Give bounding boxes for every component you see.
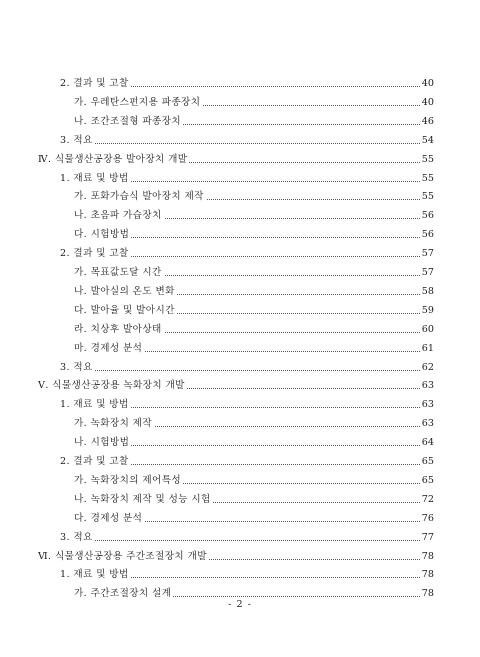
toc-entry-title: Ⅳ. 식물생산공장용 발아장치 개발 bbox=[38, 151, 189, 169]
toc-entry-page-number: 78 bbox=[420, 566, 434, 584]
toc-entry-title: 마. 경제성 분석 bbox=[74, 340, 144, 358]
toc-entry bbox=[0, 151, 480, 169]
toc-entry-title: 2. 결과 및 고찰 bbox=[60, 453, 131, 471]
toc-entry bbox=[0, 226, 480, 244]
toc-entry-title: 나. 녹화장치 제작 및 성능 시험 bbox=[74, 491, 213, 509]
toc-entry bbox=[0, 377, 480, 395]
toc-entry-page-number: 55 bbox=[420, 188, 434, 206]
toc-entry bbox=[0, 396, 480, 414]
toc-entry-page-number: 77 bbox=[420, 529, 434, 547]
toc-entry-title: 가. 주간조절장치 설계 bbox=[74, 585, 173, 603]
toc-entry-page-number: 63 bbox=[420, 396, 434, 414]
toc-entry bbox=[0, 340, 480, 358]
toc-entry bbox=[0, 529, 480, 547]
toc-entry-title: Ⅴ. 식물생산공장용 녹화장치 개발 bbox=[38, 377, 187, 395]
toc-entry-title: 1. 재료 및 방법 bbox=[60, 170, 131, 188]
toc-entry-page-number: 56 bbox=[420, 226, 434, 244]
toc-entry bbox=[0, 245, 480, 263]
toc-entry bbox=[0, 453, 480, 471]
toc-entry-title: 가. 목표값도달 시간 bbox=[74, 264, 164, 282]
toc-entry-page-number: 61 bbox=[420, 340, 434, 358]
toc-entry-page-number: 40 bbox=[420, 75, 434, 93]
toc-entry-title: 나. 초음파 가습장치 bbox=[74, 207, 164, 225]
toc-entry bbox=[0, 491, 480, 509]
toc-entry bbox=[0, 548, 480, 566]
toc-entry-title: 3. 적요 bbox=[60, 132, 95, 150]
toc-entry-title: 나. 시험방법 bbox=[74, 434, 131, 452]
toc-entry bbox=[0, 434, 480, 452]
toc-entry-title: 라. 치상후 발아상태 bbox=[74, 321, 164, 339]
toc-entry-page-number: 58 bbox=[420, 283, 434, 301]
toc-entry bbox=[0, 510, 480, 528]
page-number-footer: - 2 - bbox=[228, 599, 252, 610]
toc-entry-page-number: 72 bbox=[420, 491, 434, 509]
toc-entry-title: 1. 재료 및 방법 bbox=[60, 396, 131, 414]
toc-entry bbox=[0, 132, 480, 150]
toc-entry-page-number: 76 bbox=[420, 510, 434, 528]
toc-entry-title: Ⅵ. 식물생산공장용 주간조절장치 개발 bbox=[38, 548, 209, 566]
toc-entry bbox=[0, 94, 480, 112]
toc-entry bbox=[0, 566, 480, 584]
toc-entry-title: 3. 적요 bbox=[60, 529, 95, 547]
toc-entry-page-number: 65 bbox=[420, 472, 434, 490]
toc-entry bbox=[0, 207, 480, 225]
toc-entry bbox=[0, 264, 480, 282]
toc-entry-page-number: 55 bbox=[420, 151, 434, 169]
toc-entry-page-number: 78 bbox=[420, 548, 434, 566]
dot-leader bbox=[60, 370, 428, 371]
toc-entry-page-number: 59 bbox=[420, 302, 434, 320]
toc-entry-title: 1. 재료 및 방법 bbox=[60, 566, 131, 584]
toc-entry-page-number: 56 bbox=[420, 207, 434, 225]
toc-entry-page-number: 46 bbox=[420, 113, 434, 131]
toc-entry-page-number: 57 bbox=[420, 264, 434, 282]
toc-entry-page-number: 55 bbox=[420, 170, 434, 188]
toc-entry bbox=[0, 321, 480, 339]
toc-entry-title: 다. 시험방법 bbox=[74, 226, 131, 244]
toc-entry bbox=[0, 302, 480, 320]
toc-entry-title: 가. 녹화장치의 제어특성 bbox=[74, 472, 183, 490]
toc-entry-page-number: 78 bbox=[420, 585, 434, 603]
toc-entry-title: 가. 포화가습식 발아장치 제작 bbox=[74, 188, 206, 206]
toc-entry-page-number: 57 bbox=[420, 245, 434, 263]
toc-entry-title: 다. 경제성 분석 bbox=[74, 510, 144, 528]
toc-entry bbox=[0, 75, 480, 93]
toc-entry bbox=[0, 170, 480, 188]
toc-entry bbox=[0, 472, 480, 490]
dot-leader bbox=[60, 540, 428, 541]
toc-entry bbox=[0, 415, 480, 433]
toc-entry-title: 2. 결과 및 고찰 bbox=[60, 245, 131, 263]
toc-entry-title: 나. 발아실의 온도 변화 bbox=[74, 283, 177, 301]
toc-entry bbox=[0, 188, 480, 206]
toc-entry-title: 가. 우레탄스펀지용 파종장치 bbox=[74, 94, 202, 112]
toc-entry bbox=[0, 283, 480, 301]
toc-entry-title: 2. 결과 및 고찰 bbox=[60, 75, 131, 93]
toc-entry-page-number: 40 bbox=[420, 94, 434, 112]
toc-entry-page-number: 62 bbox=[420, 359, 434, 377]
toc-entry-title: 나. 조간조절형 파종장치 bbox=[74, 113, 183, 131]
toc-entry-page-number: 63 bbox=[420, 415, 434, 433]
toc-entry-title: 가. 녹화장치 제작 bbox=[74, 415, 154, 433]
toc-entry-page-number: 60 bbox=[420, 321, 434, 339]
toc-entry bbox=[0, 359, 480, 377]
toc-entry-title: 다. 발아율 및 발아시간 bbox=[74, 302, 177, 320]
toc-entry-page-number: 64 bbox=[420, 434, 434, 452]
toc-entry-page-number: 63 bbox=[420, 377, 434, 395]
dot-leader bbox=[60, 143, 428, 144]
toc-entry-title: 3. 적요 bbox=[60, 359, 95, 377]
toc-entry-page-number: 65 bbox=[420, 453, 434, 471]
toc-entry-page-number: 54 bbox=[420, 132, 434, 150]
toc-entry bbox=[0, 113, 480, 131]
